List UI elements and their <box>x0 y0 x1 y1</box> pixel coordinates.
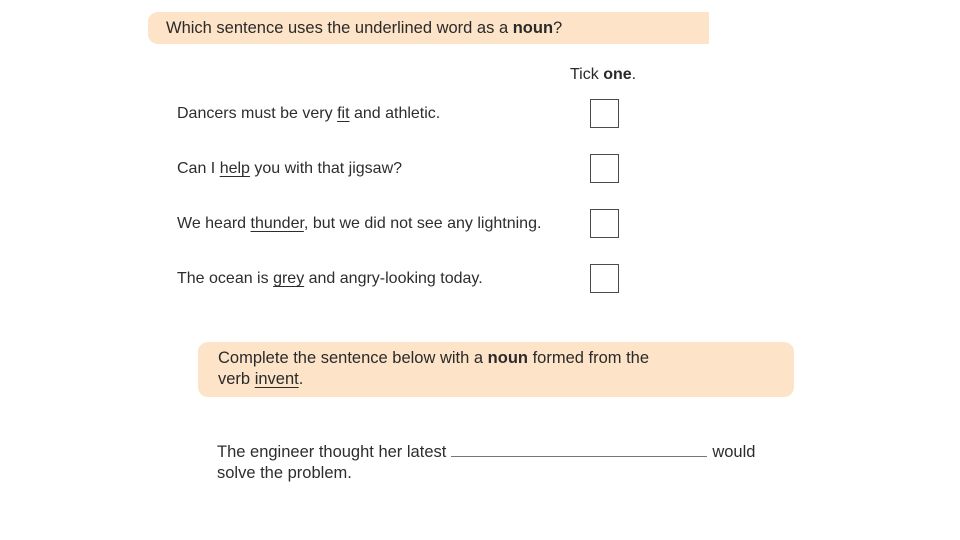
option-1-before: Dancers must be very <box>177 105 338 122</box>
question-2-underlined-verb: invent <box>254 370 299 388</box>
option-2-underlined-word: help <box>219 160 250 177</box>
option-1-tickbox[interactable] <box>590 99 619 128</box>
question-2-prompt-bold: noun <box>487 349 528 367</box>
option-3-before: We heard <box>177 215 251 232</box>
option-2-sentence <box>177 160 402 178</box>
option-4-before: The ocean is <box>177 270 274 287</box>
option-3-underlined-word: thunder <box>250 215 304 232</box>
option-2-tickbox[interactable] <box>590 154 619 183</box>
answer-blank-line[interactable] <box>451 442 707 457</box>
option-3-tickbox[interactable] <box>590 209 619 238</box>
question-2-prompt-line2-start: verb <box>218 370 255 388</box>
question-2-prompt-banner <box>198 342 794 397</box>
tick-instruction-end: . <box>631 66 637 83</box>
option-1-underlined-word: fit <box>337 105 350 122</box>
option-4-sentence <box>177 270 483 288</box>
sentence-line-2: solve the problem. <box>217 464 352 482</box>
option-1-after: and athletic. <box>349 105 441 122</box>
tick-instruction <box>570 66 636 84</box>
question-1-prompt-end: ? <box>553 19 563 37</box>
question-2-prompt-end: . <box>298 370 304 388</box>
option-3-after: , but we did not see any lightning. <box>303 215 542 232</box>
question-2-prompt <box>218 348 649 390</box>
completion-sentence <box>217 442 755 484</box>
option-4-after: and angry-looking today. <box>304 270 483 287</box>
sentence-after-blank: would <box>712 443 756 461</box>
option-1-sentence <box>177 105 440 123</box>
option-4-underlined-word: grey <box>273 270 305 287</box>
question-2-prompt-mid: formed from the <box>527 349 650 367</box>
question-1-prompt <box>166 18 562 39</box>
option-2-after: you with that jigsaw? <box>249 160 403 177</box>
sentence-before-blank: The engineer thought her latest <box>217 443 447 461</box>
option-4-tickbox[interactable] <box>590 264 619 293</box>
question-2-prompt-start: Complete the sentence below with a <box>218 349 488 367</box>
option-2-before: Can I <box>177 160 220 177</box>
question-1-prompt-start: Which sentence uses the underlined word as a <box>166 19 513 37</box>
question-1-prompt-banner <box>148 12 709 44</box>
tick-instruction-bold: one <box>603 66 632 83</box>
option-3-sentence <box>177 215 541 233</box>
tick-instruction-start: Tick <box>570 66 604 83</box>
question-1-prompt-bold: noun <box>512 19 554 37</box>
